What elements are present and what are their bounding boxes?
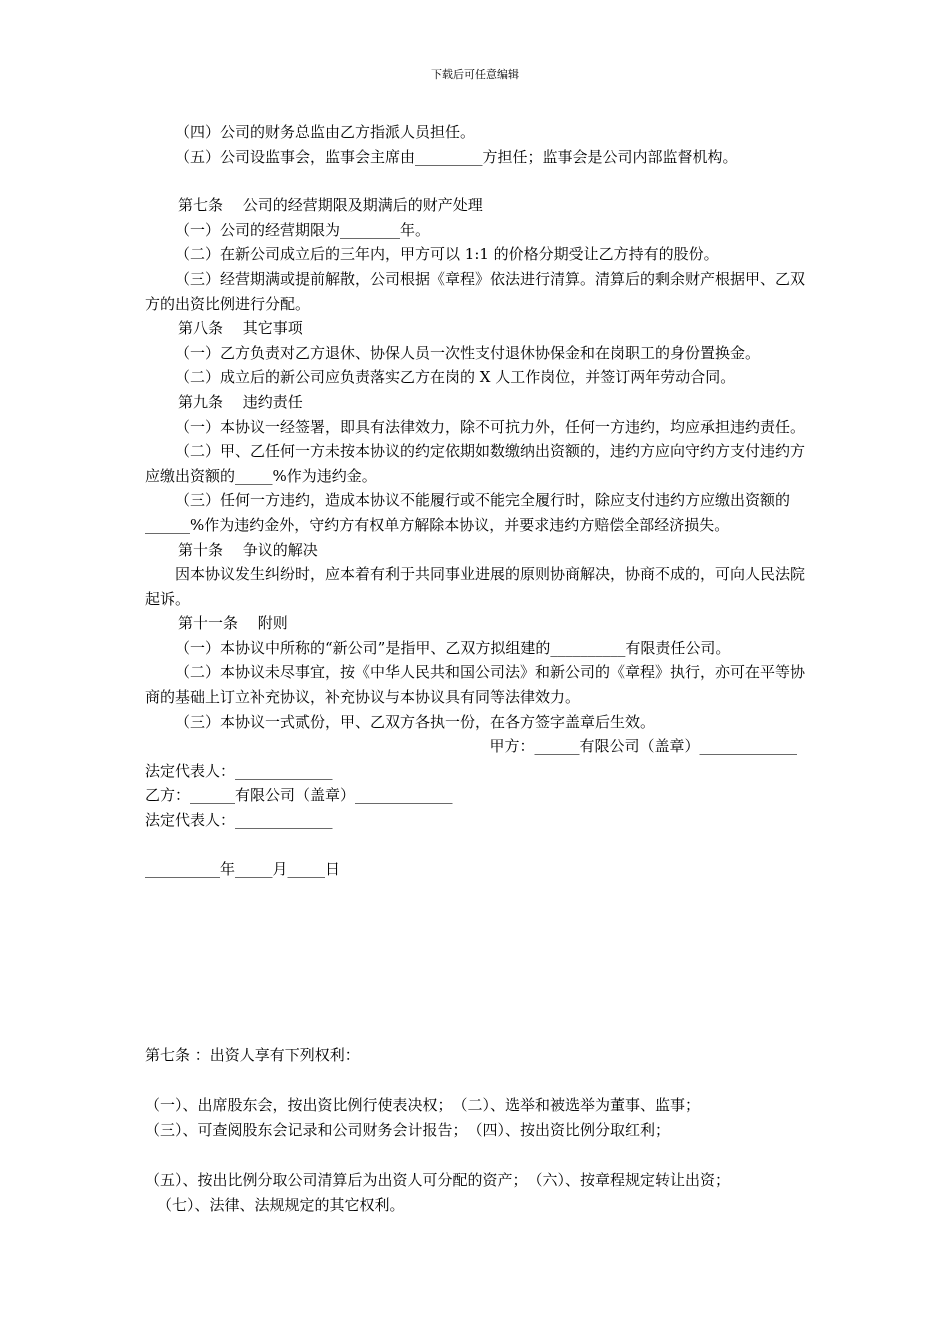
investor-rights-section [145, 1043, 845, 1218]
signing-date: __________年_____月_____日 [145, 859, 341, 878]
clause-line: （一）乙方负责对乙方退休、协保人员一次性支付退休协保金和在岗职工的身份置换金。 [175, 343, 761, 362]
rights-row: （五）、按出比例分取公司清算后为出资人可分配的资产； （六）、按章程规定转让出资； [145, 1171, 731, 1189]
rights-title: 第七条 ：出资人享有下列权利： [145, 1046, 360, 1064]
spacer [145, 1068, 845, 1093]
clause-line: （一）本协议一经签署，即具有法律效力，除不可抗力外，任何一方违约，均应承担违约责任。 [175, 417, 806, 436]
party-b-representative: 法定代表人：_____________ [145, 811, 333, 830]
party-b-signature: 乙方：______有限公司（盖章）_____________ [145, 786, 453, 805]
article-heading: 第十条 争议的解决 [178, 540, 318, 559]
clause-line: （三）本协议一式贰份，甲、乙双方各执一份，在各方签字盖章后生效。 [175, 712, 656, 731]
spacer [145, 833, 805, 857]
rights-row: （三）、可查阅股东会记录和公司财务会计报告； （四）、按出资比例分取红利； [145, 1121, 671, 1139]
spacer [145, 169, 805, 193]
article-heading: 第九条 违约责任 [178, 392, 303, 411]
article-heading: 第十一条 附则 [178, 614, 288, 633]
clause-line: （二）本协议未尽事宜，按《中华人民共和国公司法》和新公司的《章程》执行，亦可在平等协商的基础上订立补充协议，补充协议与本协议具有同等法律效力。 [145, 663, 806, 707]
party-a-signature: 甲方：______有限公司（盖章）_____________ [489, 737, 797, 756]
clause-line: （三）经营期满或提前解散，公司根据《章程》依法进行清算。清算后的剩余财产根据甲、乙双方的出资比例进行分配。 [145, 269, 806, 313]
article-heading: 第八条 其它事项 [178, 319, 303, 338]
page-header-note: 下载后可任意编辑 [431, 68, 519, 81]
clause-line: （二）成立后的新公司应负责落实乙方在岗的 X 人工作岗位，并签订两年劳动合同。 [175, 368, 736, 387]
party-a-representative: 法定代表人：_____________ [145, 761, 333, 780]
clause-line: （二）在新公司成立后的三年内，甲方可以 1:1 的价格分期受让乙方持有的股份。 [175, 245, 719, 264]
clause-line: （四）公司的财务总监由乙方指派人员担任。 [175, 123, 476, 141]
clause-line: 因本协议发生纠纷时，应本着有利于共同事业进展的原则协商解决，协商不成的，可向人民法院起诉。 [145, 565, 806, 608]
clause-line: （三）任何一方违约，造成本协议不能履行或不能完全履行时，除应支付违约方应缴出资额的______%作为违约金外，守约方有权单方解除本协议，并要求违约方赔偿全部经济损失。 [145, 491, 791, 534]
clause-line: （一）本协议中所称的“新公司”是指甲、乙双方拟组建的__________有限责任公司。 [175, 638, 731, 657]
spacer [145, 1143, 845, 1168]
clause-line: （五）公司设监事会，监事会主席由_________方担任；监事会是公司内部监督机构。 [175, 147, 738, 166]
rights-row: （一）、出席股东会，按出资比例行使表决权； （二）、选举和被选举为董事、监事； [145, 1096, 701, 1114]
clause-line: （一）公司的经营期限为________年。 [175, 220, 431, 239]
clause-line: （二）甲、乙任何一方未按本协议的约定依期如数缴纳出资额的，违约方应向守约方支付违约方应缴出资额的_____%作为违约金。 [145, 442, 806, 485]
article-heading: 第七条 公司的经营期限及期满后的财产处理 [178, 196, 483, 215]
contract-body [145, 120, 805, 881]
rights-row: （七）、法律、法规规定的其它权利。 [157, 1196, 405, 1214]
